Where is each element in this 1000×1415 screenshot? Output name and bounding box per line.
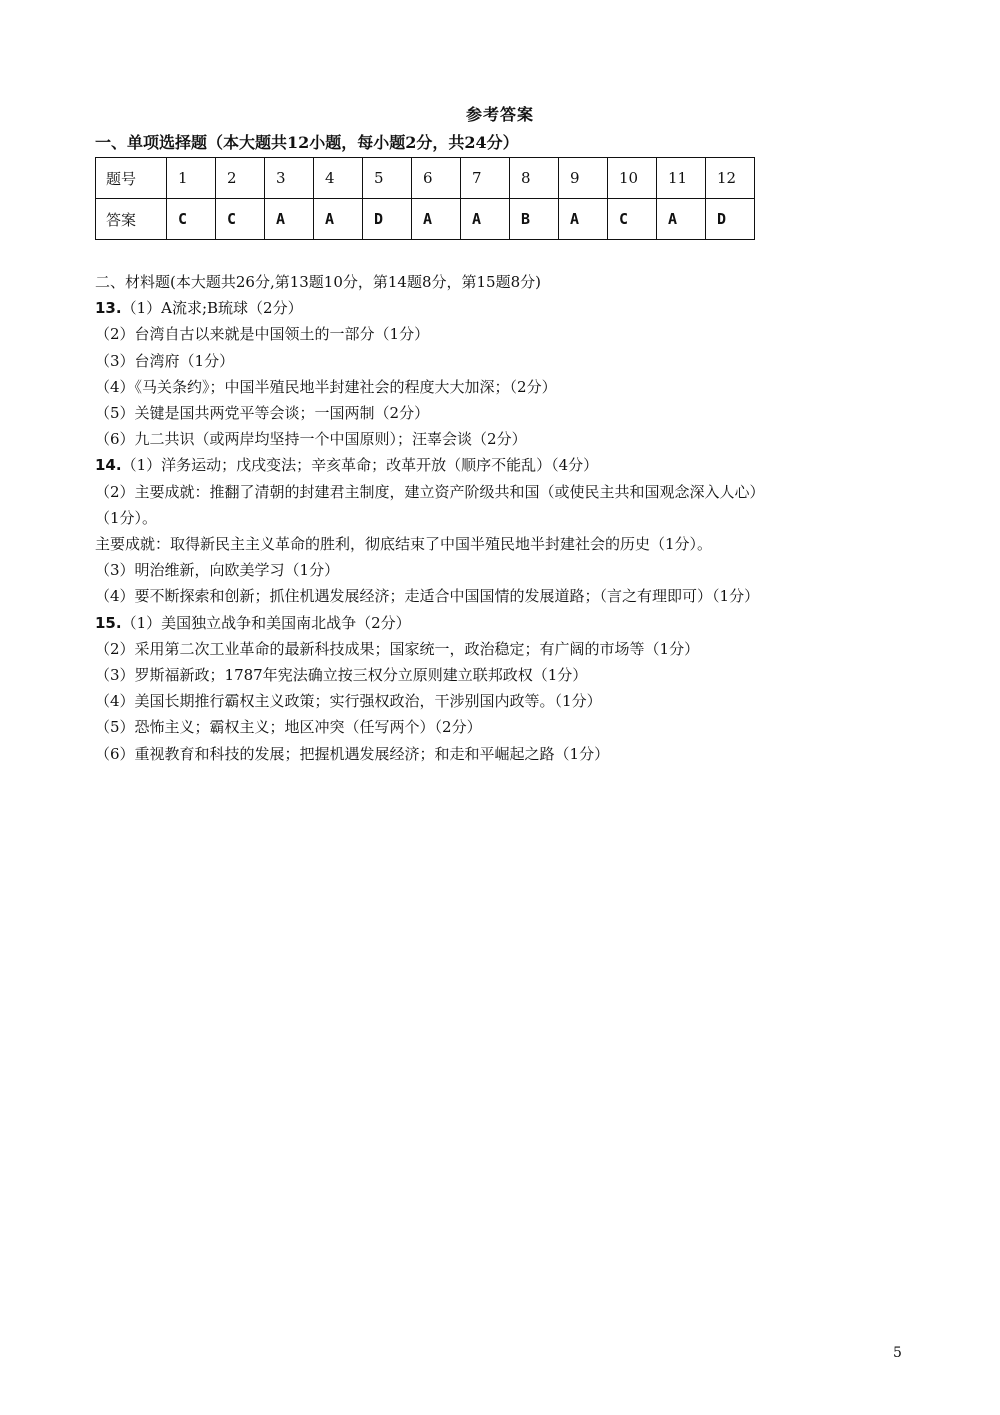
answer-line: （3）台湾府（1分） bbox=[95, 351, 235, 370]
question-number-cell: 8 bbox=[510, 158, 559, 199]
answer-cell: A bbox=[559, 199, 608, 240]
answer-line: （5）关键是国共两党平等会谈；一国两制（2分） bbox=[95, 404, 430, 423]
row-label-answer: 答案 bbox=[96, 199, 167, 240]
question-number-cell: 1 bbox=[167, 158, 216, 199]
answer-cell: C bbox=[608, 199, 657, 240]
section-two-heading: 二、材料题(本大题共26分,第13题10分，第14题8分，第15题8分) bbox=[95, 273, 541, 291]
page-number: 5 bbox=[893, 1345, 902, 1361]
question-number: 13. bbox=[95, 299, 122, 318]
question-number-row bbox=[96, 158, 755, 199]
answer-line: （4）《马关条约》；中国半殖民地半封建社会的程度大大加深；（2分） bbox=[95, 377, 557, 396]
q13-line bbox=[95, 295, 925, 321]
row-label-number: 题号 bbox=[96, 158, 167, 199]
answer-line: （4）要不断探索和创新；抓住机遇发展经济；走适合中国国情的发展道路；（言之有理即可）（1分） bbox=[95, 587, 760, 606]
answer-line: （5）恐怖主义；霸权主义；地区冲突（任写两个）（2分） bbox=[95, 718, 482, 737]
answer-text: （1）美国独立战争和美国南北战争（2分） bbox=[121, 613, 411, 632]
question-number-cell: 11 bbox=[657, 158, 706, 199]
q15-line bbox=[95, 610, 925, 636]
answer-cell: A bbox=[461, 199, 510, 240]
answer-text: （1）洋务运动；戊戌变法；辛亥革命；改革开放（顺序不能乱）（4分） bbox=[121, 456, 599, 475]
question-number-cell: 3 bbox=[265, 158, 314, 199]
answer-table bbox=[95, 157, 755, 240]
question-number-cell: 10 bbox=[608, 158, 657, 199]
answer-line: （6）九二共识（或两岸均坚持一个中国原则）；汪辜会谈（2分） bbox=[95, 430, 527, 449]
answer-line: （2）采用第二次工业革命的最新科技成果；国家统一，政治稳定；有广阔的市场等（1分） bbox=[95, 639, 700, 658]
section-one-heading: 一、单项选择题（本大题共12小题，每小题2分，共24分） bbox=[95, 133, 519, 152]
question-number: 14. bbox=[95, 456, 122, 475]
question-number-cell: 5 bbox=[363, 158, 412, 199]
answer-cell: A bbox=[265, 199, 314, 240]
question-number: 15. bbox=[95, 613, 122, 632]
answer-line: （6）重视教育和科技的发展；把握机遇发展经济；和走和平崛起之路（1分） bbox=[95, 744, 610, 763]
answer-line: （2）主要成就：推翻了清朝的封建君主制度，建立资产阶级共和国（或使民主共和国观念深入人心） bbox=[95, 482, 765, 501]
q14-line bbox=[95, 452, 925, 478]
answer-line: （3）明治维新，向欧美学习（1分） bbox=[95, 561, 340, 580]
question-number-cell: 2 bbox=[216, 158, 265, 199]
section-two-body bbox=[95, 269, 925, 767]
answer-text: （1）A流求;B琉球（2分） bbox=[121, 299, 303, 318]
page-title: 参考答案 bbox=[465, 105, 534, 124]
answer-line: （3）罗斯福新政；1787年宪法确立按三权分立原则建立联邦政权（1分） bbox=[95, 666, 588, 685]
answer-cell: A bbox=[314, 199, 363, 240]
answer-cell: D bbox=[706, 199, 755, 240]
answer-cell: A bbox=[412, 199, 461, 240]
answer-cell: A bbox=[657, 199, 706, 240]
question-number-cell: 4 bbox=[314, 158, 363, 199]
answer-row bbox=[96, 199, 755, 240]
question-number-cell: 9 bbox=[559, 158, 608, 199]
question-number-cell: 6 bbox=[412, 158, 461, 199]
answer-cell: C bbox=[167, 199, 216, 240]
question-number-cell: 12 bbox=[706, 158, 755, 199]
answer-line: （2）台湾自古以来就是中国领土的一部分（1分） bbox=[95, 325, 430, 344]
answer-line: （1分）。 bbox=[95, 508, 158, 527]
answer-cell: C bbox=[216, 199, 265, 240]
question-number-cell: 7 bbox=[461, 158, 510, 199]
answer-line: （4）美国长期推行霸权主义政策；实行强权政治，干涉别国内政等。（1分） bbox=[95, 692, 602, 711]
answer-cell: D bbox=[363, 199, 412, 240]
answer-line: 主要成就：取得新民主主义革命的胜利，彻底结束了中国半殖民地半封建社会的历史（1分）。 bbox=[95, 535, 713, 554]
answer-cell: B bbox=[510, 199, 559, 240]
